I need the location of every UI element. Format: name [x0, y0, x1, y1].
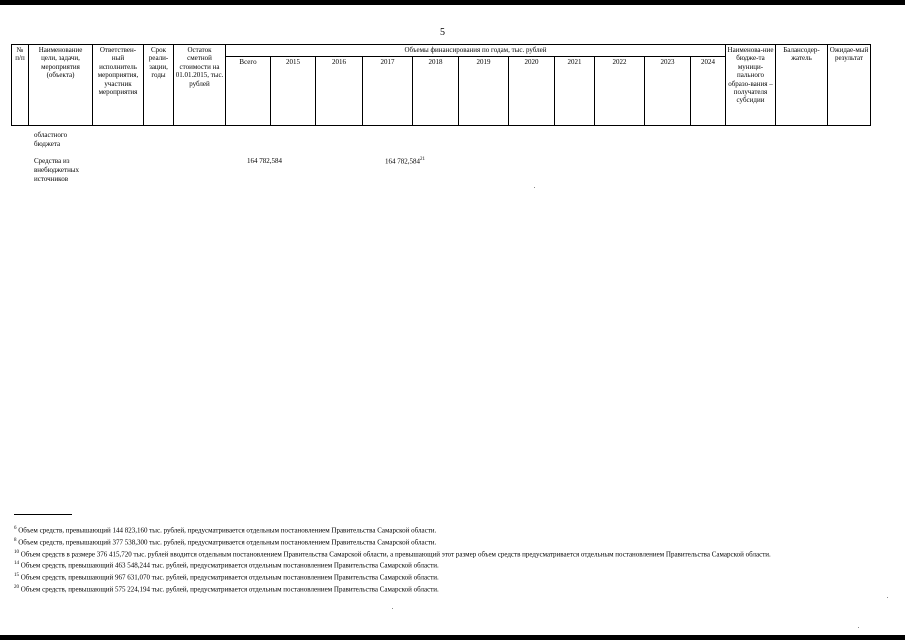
header-balance: Остаток сметной стоимости на 01.01.2015, тыс. рублей — [174, 45, 226, 126]
footnotes — [14, 524, 899, 595]
footnote-separator — [14, 514, 72, 515]
header-year: 2021 — [555, 57, 595, 126]
footnote: $^{20}$ Объем средств, превышающий 575 224,194 тыс. рублей, предусматривается отдельным постановлением Правительства Самарской области. — [14, 585, 439, 594]
footnote-ref: 21 — [420, 157, 425, 162]
footnote: $^6$ Объем средств, превышающий 144 823,160 тыс. рублей, предусматривается отдельным постановлением Правительства Самарской области. — [14, 526, 437, 535]
header-num: № п/п — [12, 45, 29, 126]
header-year: 2017 — [363, 57, 413, 126]
header-responsible: Ответствен-ный исполнитель мероприятия, участник мероприятия — [93, 45, 144, 126]
header-year: 2022 — [595, 57, 645, 126]
funding-table — [11, 44, 871, 126]
header-year: 2020 — [509, 57, 555, 126]
header-term: Срок реали-зации, годы — [144, 45, 174, 126]
header-result: Ожидае-мый результат — [828, 45, 871, 126]
footnote: $^{15}$ Объем средств, превышающий 967 631,070 тыс. рублей, предусматривается отдельным постановлением Правительства Самарской области. — [14, 573, 439, 582]
header-holder: Балансодер-жатель — [776, 45, 828, 126]
extra-budget-2017: 164 782,584$^{21}$ — [385, 157, 425, 166]
extra-budget-total: 164 782,584 — [247, 157, 282, 165]
row-label-regional-budget: областного бюджета — [34, 131, 68, 148]
header-year: 2018 — [413, 57, 459, 126]
header-year: 2015 — [271, 57, 316, 126]
header-name: Наименование цели, задачи, мероприятия (объекта) — [29, 45, 93, 126]
header-year: 2016 — [316, 57, 363, 126]
bottom-border — [0, 635, 905, 640]
page-number: 5 — [440, 27, 445, 38]
header-funding: Объемы финансирования по годам, тыс. рублей — [226, 45, 726, 57]
header-total: Всего — [226, 57, 271, 126]
header-year: 2019 — [459, 57, 509, 126]
footnote: $^{10}$ Объем средств в размере 376 415,720 тыс. рублей вводится отдельным постановлением Правительства Самарской области, а превышающий этот размер объем средств предусматривается отдельным постановлением Правительства Самарской области. — [14, 549, 771, 558]
footnote: $^{14}$ Объем средств, превышающий 463 548,244 тыс. рублей, предусматривается отдельным постановлением Правительства Самарской области. — [14, 561, 439, 570]
row-label-extra-budget: Средства из внебюджетных источников — [34, 157, 80, 183]
footnote: $^8$ Объем средств, превышающий 377 538,300 тыс. рублей, предусматривается отдельным постановлением Правительства Самарской области. — [14, 537, 437, 547]
header-budget: Наименова-ние бюдже-та муници-пального образо-вания – получателя субсидии — [726, 45, 776, 126]
header-year: 2023 — [645, 57, 691, 126]
top-border — [0, 0, 905, 5]
header-year: 2024 — [691, 57, 726, 126]
